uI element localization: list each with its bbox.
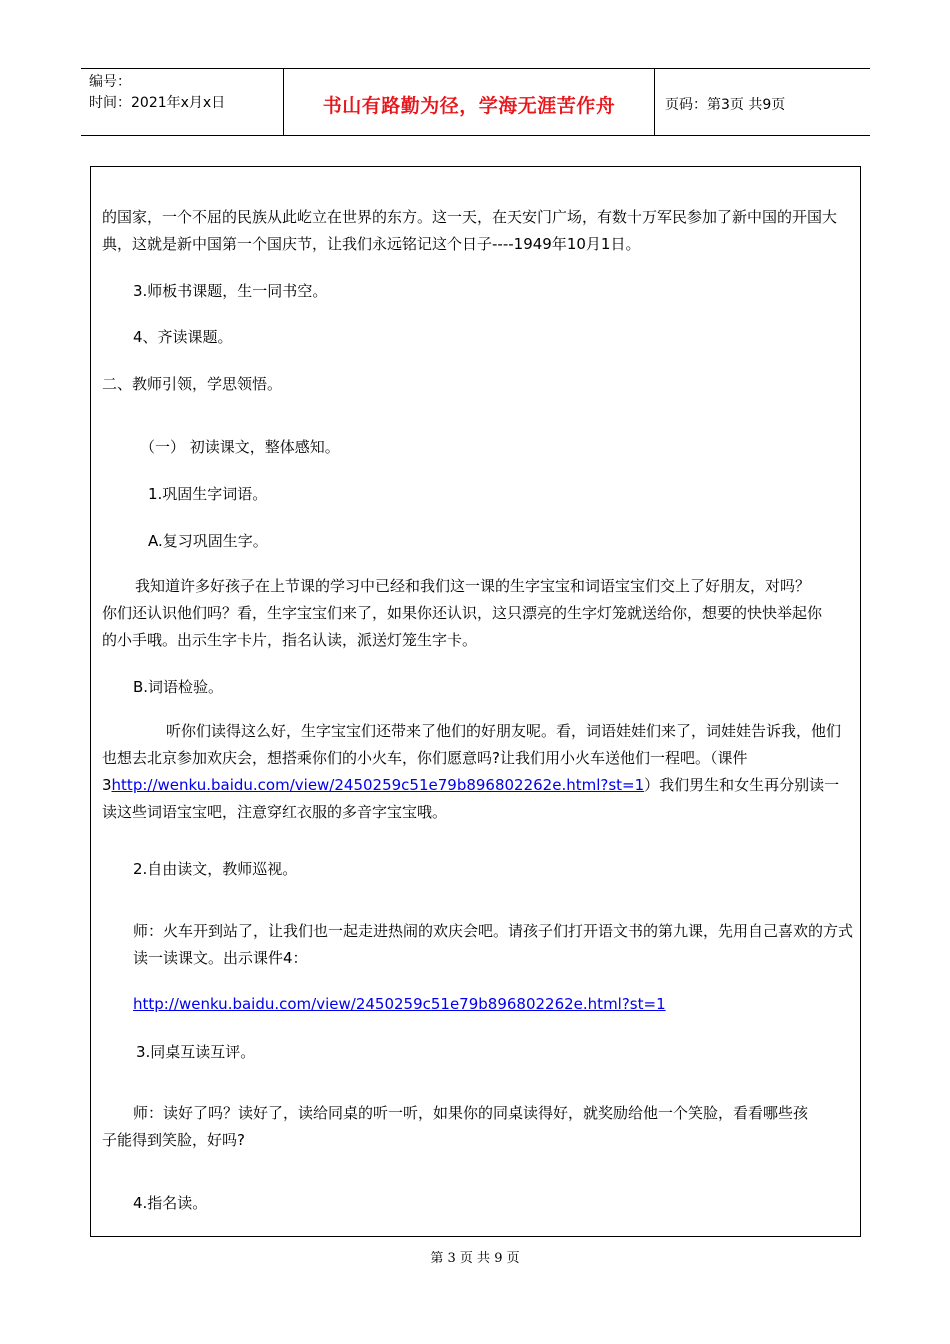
- step-heading-a: A.复习巩固生字。: [148, 532, 268, 550]
- courseware-link-4[interactable]: http://wenku.baidu.com/view/2450259c51e79b896802262e.html?st=1: [133, 995, 666, 1013]
- courseware-link-3[interactable]: http://wenku.baidu.com/view/2450259c51e79b896802262e.html?st=1: [111, 776, 645, 794]
- paragraph-peer-reading: 师：读好了吗？读好了，读给同桌的听一听，如果你的同桌读得好，就奖励给他一个笑脸，看看哪些孩子能得到笑脸，好吗?: [102, 1104, 809, 1149]
- step-heading-3: 3.同桌互读互评。: [136, 1043, 256, 1061]
- header-divider: [654, 69, 655, 135]
- number-label: 编号：: [89, 74, 131, 90]
- header-table: [81, 68, 870, 136]
- time-label: 时间：2021年x月x日: [89, 95, 226, 111]
- paragraph-board-title: 3.师板书课题，生一同书空。: [133, 282, 328, 300]
- step-heading-1: 1.巩固生字词语。: [148, 485, 268, 503]
- section-heading-2: 二、教师引领，学思领悟。: [102, 375, 283, 393]
- paragraph-read-title: 4、齐读课题。: [133, 328, 233, 346]
- step-heading-b: B.词语检验。: [133, 678, 224, 696]
- subsection-heading-1: （一） 初读课文，整体感知。: [140, 438, 340, 456]
- paragraph-word-check-text: 听你们读得这么好，生字宝宝们还带来了他们的好朋友呢。看，词语娃娃们来了，词娃娃告诉我，他们也想去北京参加欢庆会，想搭乘你们的小火车，你们愿意吗?让我们用小火车送他们一程吧。（课件3: [102, 722, 842, 794]
- page-footer: 第 3 页 共 9 页: [430, 1251, 520, 1266]
- paragraph-word-check-text-end: ）我们男生和女生再分别读一读这些词语宝宝吧，注意穿红衣服的多音字宝宝哦。: [102, 776, 840, 821]
- paragraph-review-characters: 我知道许多好孩子在上节课的学习中已经和我们这一课的生字宝宝和词语宝宝们交上了好朋友，对吗？你们还认识他们吗？看，生字宝宝们来了，如果你还认识，这只漂亮的生字灯笼就送给你，想要的快快举起你的小手哦。出示生字卡片，指名认读，派送灯笼生字卡。: [102, 577, 823, 649]
- header-motto: 书山有路勤为径，学海无涯苦作舟: [322, 95, 616, 117]
- paragraph-free-reading: 师：火车开到站了，让我们也一起走进热闹的欢庆会吧。请孩子们打开语文书的第九课，先用自己喜欢的方式读一读课文。出示课件4：: [133, 922, 854, 967]
- step-heading-2: 2.自由读文，教师巡视。: [133, 860, 298, 878]
- step-heading-4: 4.指名读。: [133, 1194, 208, 1212]
- header-info: [89, 72, 225, 114]
- paragraph-intro: 的国家，一个不屈的民族从此屹立在世界的东方。这一天，在天安门广场，有数十万军民参加了新中国的开国大典，这就是新中国第一个国庆节，让我们永远铭记这个日子----1949年10月1日。: [102, 208, 838, 253]
- header-page-label: 页码：第3页 共9页: [665, 97, 786, 113]
- paragraph-word-check: [102, 718, 852, 826]
